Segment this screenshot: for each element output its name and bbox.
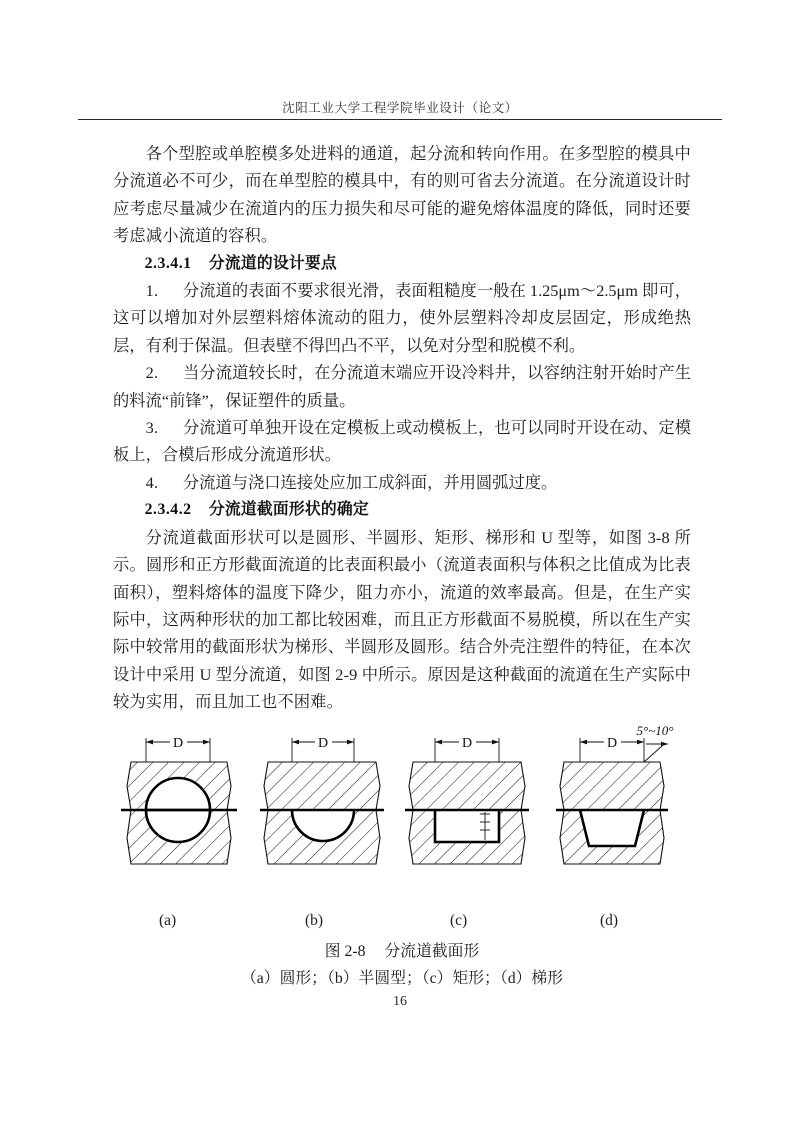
dimension-label-c: D bbox=[461, 736, 473, 751]
list-item-text: 分流道与浇口连接处应加工成斜面，并用圆弧过度。 bbox=[182, 472, 558, 492]
list-item-number: 4. bbox=[145, 472, 159, 492]
paragraph-cross-section: 分流道截面形状可以是圆形、半圆形、矩形、梯形和 U 型等，如图 3-8 所示。圆形和正方形截面流道的比表面积最小（流道表面积与体积之比值成为比表面积），塑料熔体的温度下降少，阻力亦小，流道的效率最高。但是，在生产实际中，这两种形状的加工都比较困难，而且正方形截面不易脱模，所以在生产实际中较常用的截面形状为梯形、半圆形及圆形。结合外壳注塑件的特征，在本次设计中采用 U 型分流道，如图 2-9 中所示。原因是这种截面的流道在生产实际中较为实用，而且加工也不困难。 bbox=[113, 527, 691, 712]
dimension-label-b: D bbox=[317, 736, 329, 751]
panel-label-c: (c) bbox=[450, 912, 468, 929]
page-number: 16 bbox=[393, 994, 407, 1009]
list-item-1 bbox=[113, 277, 691, 359]
heading-number: 2.3.4.1 bbox=[144, 254, 192, 272]
list-item-text: 当分流道较长时，在分流道末端应开设冷料井，以容纳注射开始时产生的料流“前锋”，保证塑件的质量。 bbox=[113, 363, 691, 410]
figure-drawing bbox=[113, 722, 691, 912]
heading-2-3-4-1 bbox=[113, 250, 691, 277]
page-header bbox=[78, 100, 722, 120]
panel-b-semicircular-section bbox=[260, 733, 384, 864]
list-item-3 bbox=[113, 414, 691, 469]
panel-d-trapezoidal-section bbox=[556, 723, 673, 864]
list-item-text: 分流道的表面不要求很光滑，表面粗糙度一般在 1.25μm～2.5μm 即可，这可以增加对外层塑料熔体流动的阻力，使外层塑料冷却皮层固定，形成绝热层，有利于保温。但表壁不得凹凸不平，以免对分型和脱模不利。 bbox=[113, 281, 691, 355]
list-item-number: 3. bbox=[145, 418, 159, 438]
dimension-label-a: D bbox=[172, 736, 184, 751]
figure-2-8 bbox=[113, 722, 691, 992]
list-item-number: 1. bbox=[145, 281, 159, 301]
paragraph-intro: 各个型腔或单腔模多处进料的通道，起分流和转向作用。在多型腔的模具中分流道必不可少，而在单型腔的模具中，有的则可省去分流道。在分流道设计时应考虑尽量减少在流道内的压力损失和尽可能的避免熔体温度的降低，同时还要考虑减小流道的容积。 bbox=[113, 144, 691, 246]
list-item-4 bbox=[113, 469, 691, 496]
figure-subcaption: （a）圆形；（b）半圆型；（c）矩形；（d）梯形 bbox=[240, 970, 564, 987]
list-item-text: 分流道可单独开设在定模板上或动模板上，也可以同时开设在动、定模板上，合模后形成分流道形状。 bbox=[113, 418, 691, 465]
panel-c-rectangular-section bbox=[405, 733, 529, 864]
heading-text: 分流道截面形状的确定 bbox=[208, 501, 369, 519]
header-divider bbox=[78, 119, 722, 120]
heading-2-3-4-2 bbox=[113, 496, 691, 523]
heading-text: 分流道的设计要点 bbox=[208, 254, 337, 272]
document-body bbox=[113, 140, 691, 716]
figure-caption bbox=[113, 938, 691, 965]
figure-caption-number: 图 2-8 bbox=[324, 943, 366, 960]
dimension-label-d: D bbox=[606, 736, 618, 751]
header-title: 沈阳工业大学工程学院毕业设计（论文） bbox=[282, 101, 518, 115]
figure-panel-labels bbox=[113, 912, 691, 936]
heading-number: 2.3.4.2 bbox=[144, 501, 192, 519]
figure-caption-title: 分流道截面形 bbox=[384, 943, 480, 960]
panel-label-a: (a) bbox=[159, 912, 177, 929]
panel-label-d: (d) bbox=[600, 912, 619, 929]
list-item-2 bbox=[113, 359, 691, 414]
panel-label-b: (b) bbox=[305, 912, 324, 929]
panel-a-circular-section bbox=[121, 733, 237, 864]
list-item-number: 2. bbox=[145, 363, 159, 383]
angle-label: 5°~10° bbox=[636, 723, 674, 738]
